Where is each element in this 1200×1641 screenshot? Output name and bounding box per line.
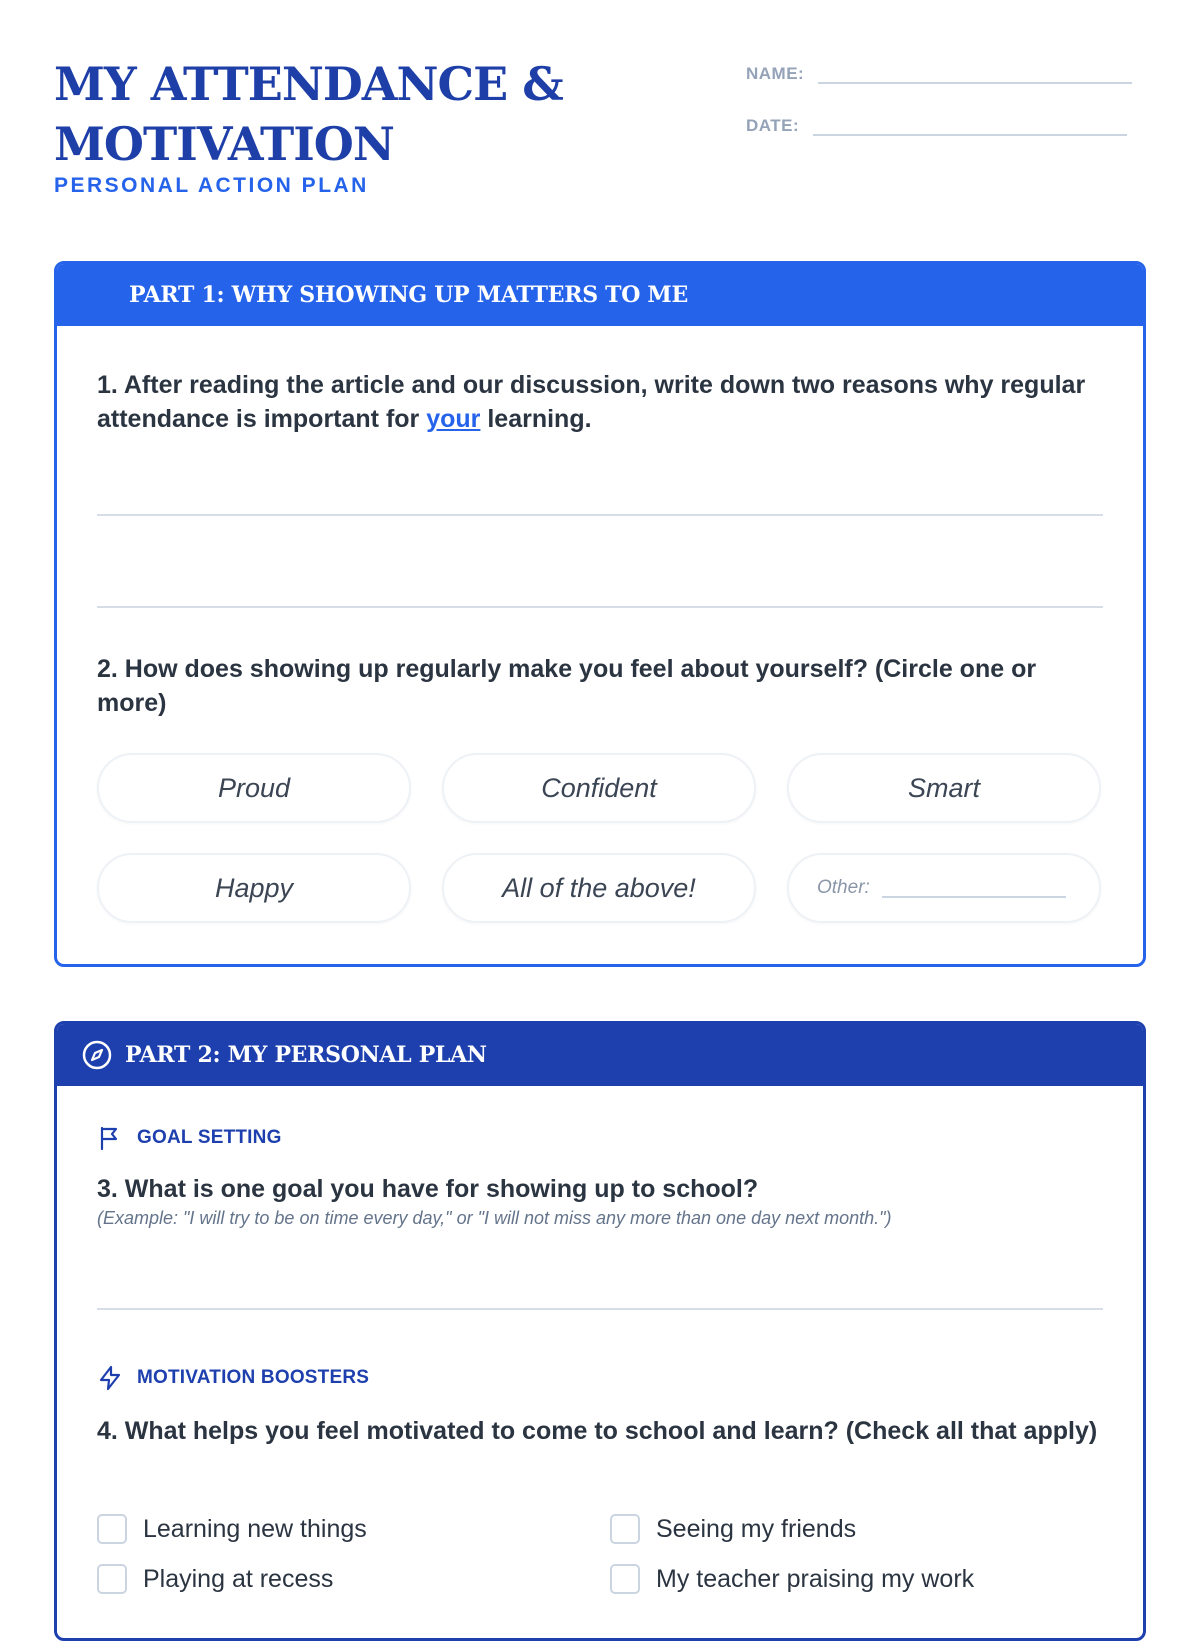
option-pill[interactable]: Smart <box>787 753 1101 823</box>
checklist-label: Playing at recess <box>143 1564 334 1593</box>
date-field[interactable] <box>813 112 1127 136</box>
page-subtitle: PERSONAL ACTION PLAN <box>54 174 369 197</box>
part1-heading: PART 1: WHY SHOWING UP MATTERS TO ME <box>129 282 688 308</box>
part1-card <box>54 261 1146 967</box>
compass-icon <box>81 1039 113 1071</box>
title-line-2: MOTIVATION <box>54 117 394 171</box>
part2-card <box>54 1021 1146 1641</box>
question-2: 2. How does showing up regularly make you feel about yourself? (Circle one or more) <box>97 655 1037 717</box>
question-4-block <box>97 1414 1103 1448</box>
name-row <box>746 60 1132 84</box>
goal-setting-label: GOAL SETTING <box>137 1127 282 1148</box>
option-pill[interactable]: Proud <box>97 753 411 823</box>
checkbox[interactable] <box>97 1564 127 1594</box>
option-pill[interactable]: Confident <box>442 753 756 823</box>
part1-body <box>97 368 1103 436</box>
answer-line-2[interactable] <box>97 606 1103 608</box>
question-4: 4. What helps you feel motivated to come to school and learn? (Check all that apply) <box>97 1417 1098 1445</box>
name-field[interactable] <box>818 60 1132 84</box>
lightning-icon <box>97 1364 125 1392</box>
other-field[interactable] <box>882 878 1066 898</box>
part1-header <box>57 264 1143 326</box>
date-row <box>746 112 1127 136</box>
question-3-block <box>97 1172 1103 1229</box>
question-1 <box>97 368 1103 436</box>
name-label: NAME: <box>746 64 805 83</box>
question-3-example: (Example: "I will try to be on time every day," or "I will not miss any more than one day next month.") <box>97 1208 892 1228</box>
goal-setting-tag <box>97 1124 282 1152</box>
question-1-suffix: learning. <box>480 405 592 433</box>
motivation-boosters-label: MOTIVATION BOOSTERS <box>137 1367 370 1388</box>
option-pill[interactable]: Happy <box>97 853 411 923</box>
checklist-item[interactable] <box>97 1564 333 1594</box>
checklist-label: Seeing my friends <box>656 1514 857 1543</box>
checkbox[interactable] <box>610 1514 640 1544</box>
title-line-1: MY ATTENDANCE & <box>54 57 563 111</box>
flag-icon <box>97 1124 125 1152</box>
question-2-block <box>97 652 1103 720</box>
part2-header <box>57 1024 1143 1086</box>
question-1-prefix: 1. After reading the article and our discussion, write down two reasons why regular attendance is important for <box>97 371 1086 433</box>
other-label: Other: <box>817 877 870 898</box>
answer-line-1[interactable] <box>97 514 1103 516</box>
worksheet-header <box>54 54 1146 214</box>
option-pill[interactable]: All of the above! <box>442 853 756 923</box>
checkbox[interactable] <box>610 1564 640 1594</box>
checklist-item[interactable] <box>610 1564 974 1594</box>
motivation-boosters-tag <box>97 1364 369 1392</box>
checklist-item[interactable] <box>610 1514 856 1544</box>
date-label: DATE: <box>746 116 800 135</box>
checkbox[interactable] <box>97 1514 127 1544</box>
goal-answer-line[interactable] <box>97 1308 1103 1310</box>
checklist-item[interactable] <box>97 1514 367 1544</box>
question-3: 3. What is one goal you have for showing up to school? <box>97 1175 759 1203</box>
part2-heading: PART 2: MY PERSONAL PLAN <box>125 1042 487 1068</box>
checklist-label: My teacher praising my work <box>656 1564 975 1593</box>
option-other[interactable] <box>787 853 1101 923</box>
checklist-label: Learning new things <box>143 1514 367 1543</box>
question-1-emphasis: your <box>426 405 481 433</box>
